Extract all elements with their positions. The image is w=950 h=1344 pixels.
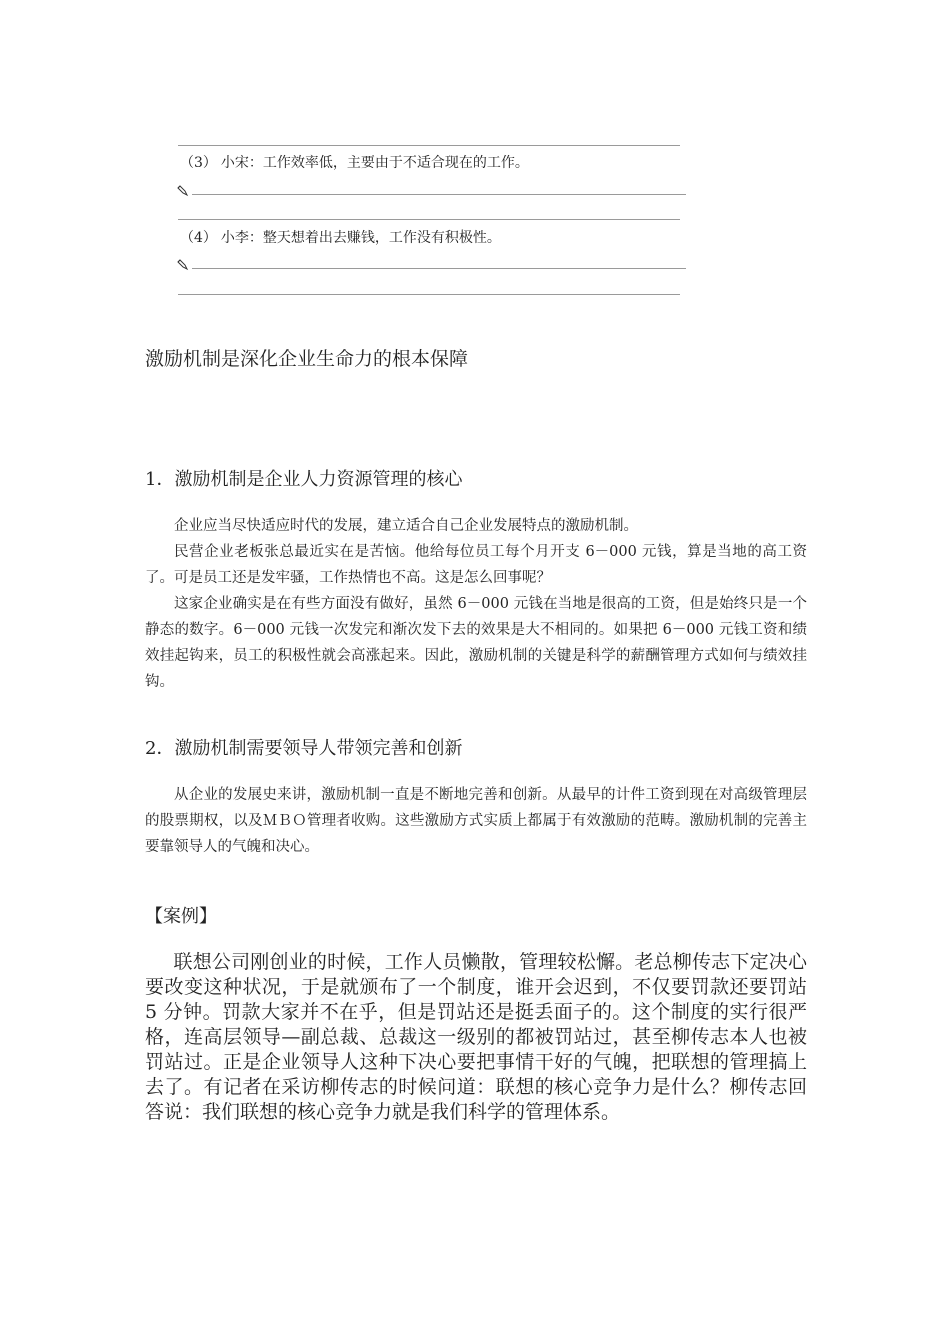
- page-title: 激励机制是深化企业生命力的根本保障: [145, 348, 469, 370]
- paragraph: 这家企业确实是在有些方面没有做好，虽然 6－000 元钱在当地是很高的工资，但是始终只是一个静态的数字。6－000 元钱一次发完和渐次发下去的效果是大不相同的。如果把 6－000 元钱工资和绩效挂起钩来，员工的积极性就会高涨起来。因此，激励机制的关键是科学的薪酬管理方式如何与绩效挂钩。: [145, 596, 807, 690]
- answer-line: [192, 194, 686, 195]
- paragraph: 企业应当尽快适应时代的发展，建立适合自己企业发展特点的激励机制。: [174, 518, 638, 534]
- pencil-icon: [177, 259, 191, 271]
- section-heading: 1．激励机制是企业人力资源管理的核心: [145, 469, 463, 490]
- answer-line: [178, 294, 680, 295]
- case-body: 联想公司刚创业的时候，工作人员懒散，管理较松懈。老总柳传志下定决心要改变这种状况，于是就颁布了一个制度，谁开会迟到，不仅要罚款还要罚站 5 分钟。罚款大家并不在乎，但是罚站还是挺丢面子的。这个制度的实行很严格，连高层领导—副总裁、总裁这一级别的都被罚站过，甚至柳传志本人也被罚站过。正是企业领导人这种下决心要把事情干好的气魄，把联想的管理搞上去了。有记者在采访柳传志的时候问道：联想的核心竞争力是什么？柳传志回答说：我们联想的核心竞争力就是我们科学的管理体系。: [145, 951, 807, 1123]
- answer-line: [178, 145, 680, 146]
- paragraph: 民营企业老板张总最近实在是苦恼。他给每位员工每个月开支 6－000 元钱，算是当地的高工资了。可是员工还是发牢骚，工作热情也不高。这是怎么回事呢？: [145, 544, 807, 586]
- pencil-icon: [177, 185, 191, 197]
- question-number: （4）: [180, 230, 217, 246]
- answer-line: [178, 219, 680, 220]
- paragraph: 从企业的发展史来讲，激励机制一直是不断地完善和创新。从最早的计件工资到现在对高级管理层的股票期权，以及ＭＢＯ管理者收购。这些激励方式实质上都属于有效激励的范畴。激励机制的完善主要靠领导人的气魄和决心。: [145, 787, 807, 855]
- case-label: 【案例】: [145, 906, 217, 927]
- question-text: 小宋：工作效率低，主要由于不适合现在的工作。: [220, 155, 529, 171]
- question-text: 小李：整天想着出去赚钱，工作没有积极性。: [220, 230, 501, 246]
- section-heading: 2．激励机制需要领导人带领完善和创新: [145, 738, 463, 759]
- question-item: [180, 154, 529, 172]
- answer-line: [192, 268, 686, 269]
- question-number: （3）: [180, 155, 217, 171]
- question-item: [180, 229, 501, 247]
